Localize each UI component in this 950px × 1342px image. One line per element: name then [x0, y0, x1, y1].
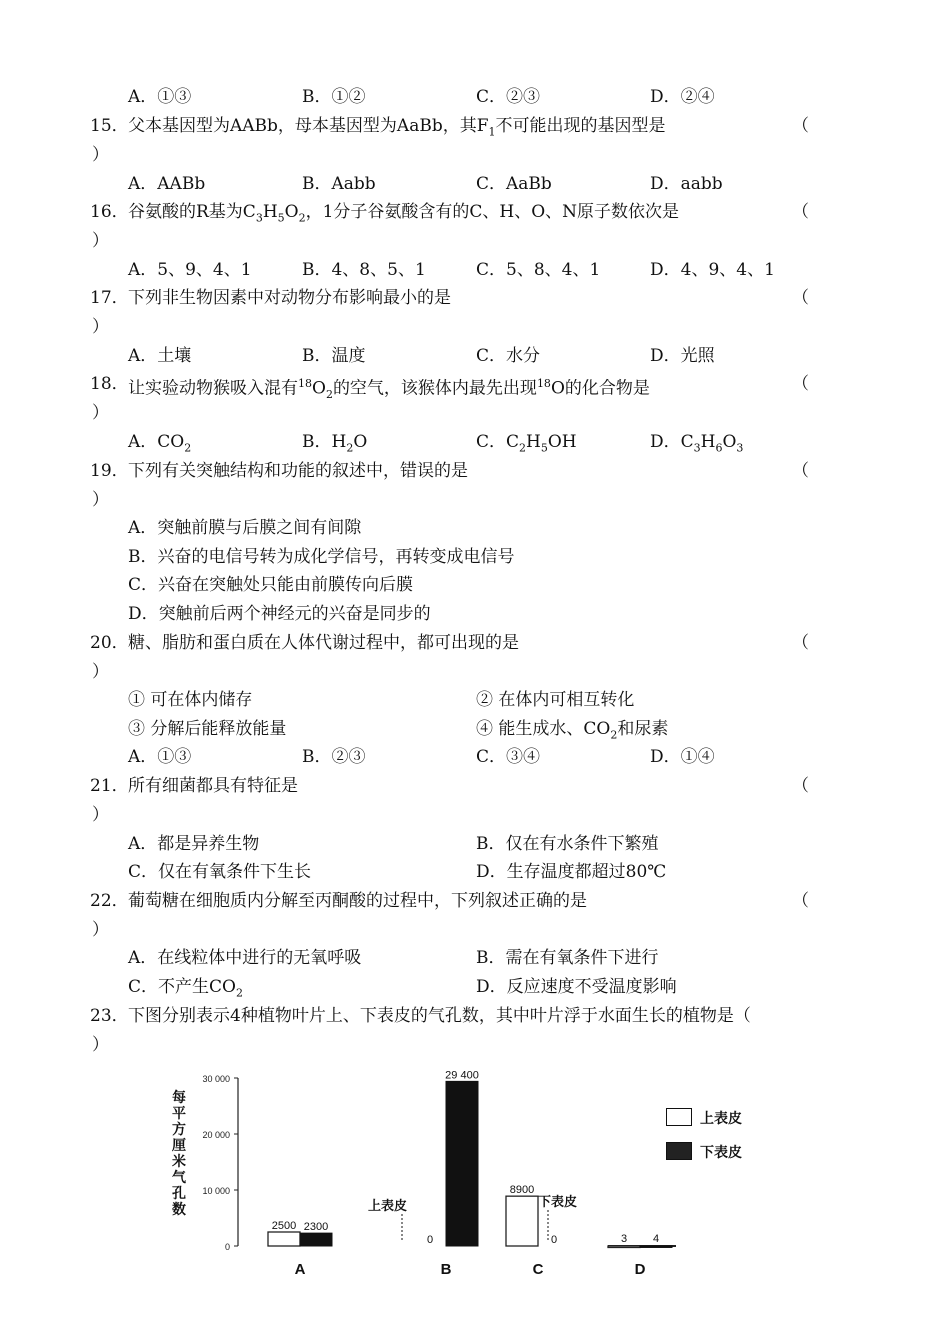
q22-options-row1: [0, 944, 950, 972]
option-c: C．水分: [476, 346, 541, 366]
option-a: A．①③: [128, 747, 192, 767]
option-c: C．AaBb: [476, 174, 552, 194]
question-number: 16．: [90, 202, 129, 222]
option-a: A．$CO_2$: [128, 432, 192, 455]
y-tick-label: 30 000: [202, 1074, 230, 1084]
question-21: [0, 772, 950, 800]
answer-paren-close: ）: [92, 805, 109, 825]
question-stem: 糖、脂肪和蛋白质在人体代谢过程中，都可出现的是: [128, 633, 519, 653]
q15-options: [0, 170, 950, 198]
value-label-upper: 0: [426, 1234, 434, 1246]
option-a: A．AABb: [128, 174, 206, 194]
answer-paren-close: ）: [92, 1035, 109, 1055]
option-b: B．$H_2O$: [302, 432, 368, 455]
value-label-upper: 2500: [271, 1220, 297, 1232]
question-stem: 下列非生物因素中对动物分布影响最小的是: [128, 288, 451, 308]
question-number: 17．: [90, 288, 129, 308]
question-20: [0, 629, 950, 657]
option-c: C．仅在有氧条件下生长: [128, 862, 312, 882]
answer-paren-close: ）: [92, 403, 109, 423]
category-label: A: [294, 1261, 306, 1278]
answer-paren: （: [792, 374, 809, 394]
y-tick-label: 20 000: [202, 1130, 230, 1140]
question-stem: 所有细菌都具有特征是: [128, 776, 298, 796]
question-22: [0, 887, 950, 915]
question-stem: 下列有关突触结构和功能的叙述中，错误的是: [128, 461, 468, 481]
question-16: [0, 198, 950, 226]
q20-items-row2: [0, 715, 950, 743]
question-stem: 父本基因型为AABb，母本基因型为AaBb，其$F_1$不可能出现的基因型是: [128, 116, 666, 139]
option-c: C．$C_2H_5OH$: [476, 432, 577, 455]
bar-lower-B: [446, 1081, 478, 1246]
option-d: D．反应速度不受温度影响: [476, 977, 677, 997]
answer-paren: （: [792, 891, 809, 911]
statement-3: ③ 分解后能释放能量: [128, 719, 287, 739]
option-c: C．兴奋在突触处只能由前膜传向后膜: [128, 575, 414, 595]
question-number: 20．: [90, 633, 129, 653]
q14-options: [0, 83, 950, 111]
q20-options: [0, 743, 950, 771]
option-d: D．$C_3H_6O_3$: [650, 432, 744, 455]
option-b: B．②③: [302, 747, 366, 767]
option-b: B．兴奋的电信号转为成化学信号，再转变成电信号: [128, 547, 515, 567]
question-stem: 葡萄糖在细胞质内分解至丙酮酸的过程中，下列叙述正确的是: [128, 891, 587, 911]
value-label-lower: 0: [550, 1234, 558, 1246]
category-label: D: [634, 1261, 646, 1278]
option-a: A．突触前膜与后膜之间有间隙: [128, 518, 362, 538]
question-18: [0, 370, 950, 402]
answer-paren: （: [792, 633, 809, 653]
q17-options: [0, 342, 950, 370]
value-label-lower: 4: [652, 1232, 660, 1245]
question-number: 15．: [90, 116, 129, 136]
bar-upper-A: [268, 1232, 300, 1246]
option-c: C．③④: [476, 747, 541, 767]
answer-paren-close: ）: [92, 145, 109, 165]
option-c: C．②③: [476, 87, 541, 107]
question-number: 21．: [90, 776, 129, 796]
answer-paren-close: ）: [92, 231, 109, 251]
question-17: [0, 284, 950, 312]
answer-paren-close: ）: [92, 317, 109, 337]
question-number: 18．: [90, 374, 129, 394]
option-a: A．土壤: [128, 346, 192, 366]
question-15: [0, 112, 950, 140]
option-d: D．光照: [650, 346, 715, 366]
question-number: 23．: [90, 1006, 129, 1026]
answer-paren: （: [792, 116, 809, 136]
bar-lower-A: [300, 1233, 332, 1246]
option-b: B．需在有氧条件下进行: [476, 948, 659, 968]
option-a: A．①③: [128, 87, 192, 107]
option-d: D．②④: [650, 87, 715, 107]
answer-paren: （: [792, 461, 809, 481]
answer-paren: （: [792, 202, 809, 222]
legend-swatch-lower: [666, 1142, 692, 1160]
option-b: B．4、8、5、1: [302, 260, 426, 280]
legend-label-upper: 上表皮: [700, 1111, 742, 1127]
y-axis-label: 每平方厘米气孔数: [172, 1090, 186, 1218]
statement-1: ① 可在体内储存: [128, 690, 253, 710]
option-d: D．4、9、4、1: [650, 260, 775, 280]
annotation-upper-skin: 上表皮: [368, 1198, 408, 1213]
q18-options: [0, 428, 950, 456]
option-b: B．温度: [302, 346, 366, 366]
value-label-lower: 29 400: [445, 1069, 479, 1082]
question-number: 19．: [90, 461, 129, 481]
value-label-upper: 3: [620, 1232, 628, 1245]
q16-options: [0, 256, 950, 284]
q20-items-row1: [0, 686, 950, 714]
bar-upper-C: [506, 1196, 538, 1246]
legend-label-lower: 下表皮: [700, 1145, 742, 1161]
statement-2: ② 在体内可相互转化: [476, 690, 635, 710]
value-label-upper: 8900: [509, 1184, 535, 1197]
option-d: D．aabb: [650, 174, 723, 194]
q21-options-row1: [0, 830, 950, 858]
answer-paren-close: ）: [92, 662, 109, 682]
option-d: D．①④: [650, 747, 715, 767]
answer-paren-close: ）: [92, 920, 109, 940]
option-d: D．突触前后两个神经元的兴奋是同步的: [128, 604, 431, 624]
q21-options-row2: [0, 858, 950, 886]
question-number: 22．: [90, 891, 129, 911]
option-c: C．5、8、4、1: [476, 260, 601, 280]
y-tick-label: 10 000: [202, 1186, 230, 1196]
category-label: C: [532, 1261, 544, 1278]
category-label: B: [440, 1261, 452, 1278]
option-b: B．仅在有水条件下繁殖: [476, 834, 659, 854]
annotation-lower-skin: 下表皮: [538, 1194, 578, 1209]
option-d: D．生存温度都超过80℃: [476, 862, 667, 882]
statement-4: ④ 能生成水、$CO_2$和尿素: [476, 719, 669, 742]
value-label-lower: 2300: [303, 1221, 329, 1234]
option-c: C．不产生$CO_2$: [128, 977, 243, 1000]
option-b: B．Aabb: [302, 174, 376, 194]
bar-upper-D: [608, 1246, 640, 1248]
y-tick-label: 0: [224, 1242, 230, 1252]
answer-paren: （: [792, 288, 809, 308]
question-19: [0, 457, 950, 485]
q22-options-row2: [0, 973, 950, 1001]
option-a: A．都是异养生物: [128, 834, 260, 854]
question-stem: 下图分别表示4种植物叶片上、下表皮的气孔数，其中叶片浮于水面生长的植物是（: [128, 1006, 751, 1026]
option-a: A．在线粒体中进行的无氧呼吸: [128, 948, 362, 968]
chart-canvas: [160, 1064, 800, 1284]
answer-paren-close: ）: [92, 490, 109, 510]
option-b: B．①②: [302, 87, 366, 107]
option-a: A．5、9、4、1: [128, 260, 252, 280]
stomata-bar-chart: [160, 1064, 800, 1284]
question-stem: 谷氨酸的R基为$C_3H_5O_2$，1分子谷氨酸含有的C、H、O、N原子数依次是: [128, 202, 680, 225]
bar-lower-D: [640, 1246, 672, 1248]
legend-swatch-upper: [666, 1108, 692, 1126]
question-23: [0, 1002, 950, 1030]
answer-paren: （: [792, 776, 809, 796]
question-stem: 让实验动物猴吸入混有$^{18}O_2$的空气，该猴体内最先出现$^{18}$O的化合物是: [128, 377, 650, 402]
